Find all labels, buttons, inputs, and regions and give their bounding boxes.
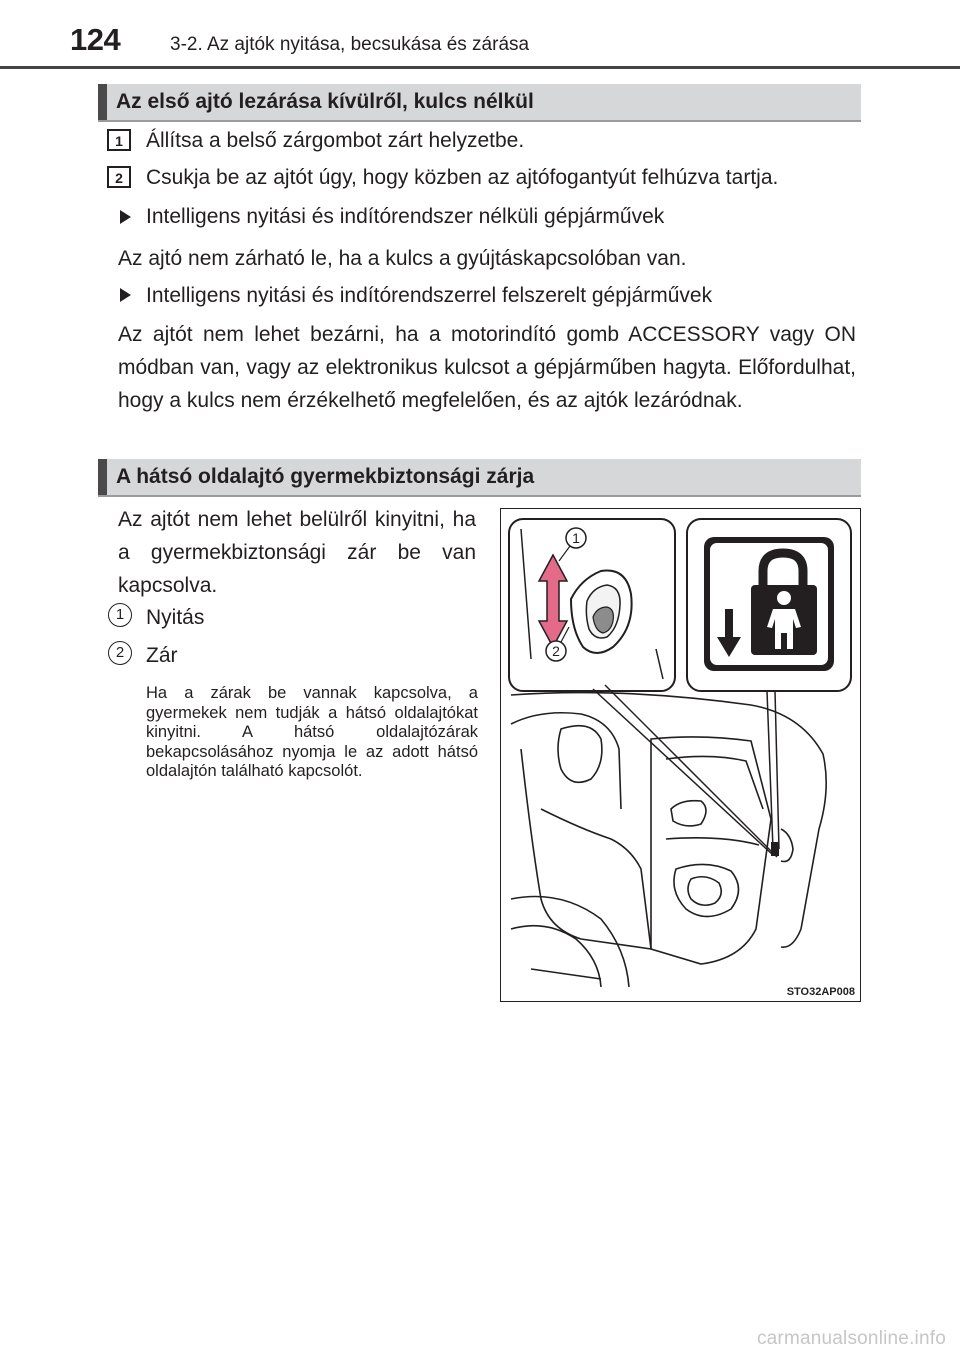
chapter-title: 3-2. Az ajtók nyitása, becsukása és zárása <box>170 34 530 55</box>
illustration-svg <box>501 509 859 1000</box>
paragraph: Az ajtó nem zárható le, ha a kulcs a gyújtáskapcsolóban van. <box>118 247 687 270</box>
subheading-text: Intelligens nyitási és indítórendszer nélküli gépjárművek <box>146 205 665 228</box>
bullet-triangle-icon <box>120 288 131 302</box>
callout-1: 1 <box>572 530 580 546</box>
paragraph: Az ajtót nem lehet bezárni, ha a motorindító gomb ACCESSORY vagy ON módban van, vagy az elektronikus kulcsot a gépjárműben hagyta. Előfordulhat, hogy a kulcs nem érzékelhető megfelelően, és az ajtók lezáródnak. <box>118 323 856 412</box>
step-text: Állítsa a belső zárgombot zárt helyzetbe. <box>146 129 525 152</box>
callout-2: 2 <box>552 643 560 659</box>
section-heading-bar <box>98 84 107 120</box>
note-text: Ha a zárak be vannak kapcsolva, a gyermekek nem tudják a hátsó oldalajtókat kinyitni. A hátsó oldalajtózárak bekapcsolásához nyomja le az adott hátsó oldalajtón található kapcsolót. <box>146 684 478 780</box>
figure-code: STO32AP008 <box>786 986 855 998</box>
section-heading-child-lock <box>98 459 861 497</box>
child-lock-switch-location <box>771 842 779 856</box>
step-number-box: 1 <box>107 129 131 151</box>
section-heading-front-door <box>98 84 861 122</box>
section-heading-text: A hátsó oldalajtó gyermekbiztonsági zárja <box>116 465 535 488</box>
child-lock-illustration <box>500 508 861 1002</box>
item-number-circle: 1 <box>108 603 132 627</box>
step-number-box: 2 <box>107 166 131 188</box>
item-label: Zár <box>146 644 178 667</box>
step-text: Csukja be az ajtót úgy, hogy közben az ajtófogantyút felhúzva tartja. <box>146 166 779 189</box>
watermark: carmanualsonline.info <box>756 1328 946 1349</box>
page-number: 124 <box>70 22 121 57</box>
section-heading-bar <box>98 459 107 495</box>
item-label: Nyitás <box>146 606 205 629</box>
section-heading-text: Az első ajtó lezárása kívülről, kulcs nélkül <box>116 90 534 113</box>
item-number-circle: 2 <box>108 641 132 665</box>
header-rule <box>0 66 960 69</box>
paragraph: Az ajtót nem lehet belülről kinyitni, ha a gyermekbiztonsági zár be van kapcsolva. <box>118 508 476 597</box>
bullet-triangle-icon <box>120 210 131 224</box>
subheading-text: Intelligens nyitási és indítórendszerrel felszerelt gépjárművek <box>146 284 713 307</box>
